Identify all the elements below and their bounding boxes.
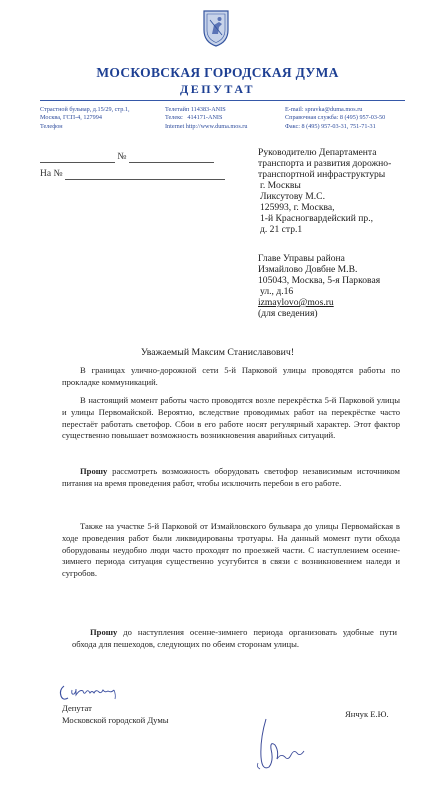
org-name: МОСКОВСКАЯ ГОРОДСКАЯ ДУМА [96, 65, 339, 80]
signatory-title-1: Депутат [62, 703, 92, 713]
paragraph-1: В границах улично-дорожной сети 5-й Парковой улицы проводятся работы по прокладке коммуникаций. [62, 365, 400, 387]
signatory-name: Янчук Е.Ю. [345, 709, 389, 719]
ref-on-row [40, 169, 225, 180]
addressee-line: ул., д.16 [260, 286, 294, 297]
contact-address: Страстной бульвар, д.15/29, стр.1, Москва, ГСП-4, 127994 Телефон [40, 106, 130, 130]
signatory-title-2: Московской городской Думы [62, 715, 169, 725]
ref-number-blank-2 [129, 152, 214, 163]
header-divider [40, 100, 405, 101]
addressee-line: 125993, г. Москва, [260, 202, 335, 213]
addressee-line: Ликсутову М.С. [260, 191, 325, 202]
ref-number-blank [40, 152, 115, 163]
paragraph-3 [62, 466, 400, 490]
addressee-line: транспорта и развития дорожно- [258, 158, 392, 169]
ref-number-label: № [117, 152, 127, 162]
addressee-line: Измайлово Довбне М.В. [258, 264, 358, 275]
handwritten-greeting [58, 681, 120, 705]
paragraph-4: Также на участке 5-й Парковой от Измайловского бульвара до улицы Первомайская в ходе проведения работ были ликвидированы тротуары. На данный момент пути обхода оборудованы неудобно люди часто проходят по проезжей части. С наступлением осенне-зимнего периода ситуация существенно усугубится в связи с возникновением наледи и сугробов. [62, 521, 400, 579]
ref-on-label: На № [40, 169, 63, 179]
contact-email: E-mail: spravka@duma.mos.ru Справочная служба: 8 (495) 957-03-50 Факс: 8 (495) 957-03-31, 751-71-31 [285, 106, 386, 130]
addressee-district-head [258, 253, 380, 319]
request-word: Прошу [90, 627, 118, 637]
ref-number-row [40, 152, 214, 163]
paragraph-2: В настоящий момент работы часто проводятся возле перекрёстка 5-й Парковой улицы и улицы Первомайской. Вероятно, вследствие проводимых работ на перекрёстке часто перестаёт работать светофор. Сбои в его работе носят регулярный характер. Этот фактор существенно повышает возможность возникновения аварийных ситуаций. [62, 395, 400, 441]
addressee-line: 1-й Красногвардейский пр., [260, 213, 374, 224]
contact-phone: Телетайп 114383-ANIS Телекс 414171-ANIS Internet http://www.duma.mos.ru [165, 106, 248, 130]
paragraph-5 [72, 627, 397, 651]
salutation: Уважаемый Максим Станиславович! [140, 347, 295, 358]
paragraph-5-text: до наступления осенне-зимнего периода организовать удобные пути обхода для пешеходов, следующих по обеим сторонам улицы. [72, 627, 397, 649]
addressee-department [258, 147, 391, 235]
addressee-email-link[interactable]: izmaylovo@mos.ru [258, 297, 334, 308]
deputy-rank: ДЕПУТАТ [180, 82, 255, 96]
addressee-line: 105043, Москва, 5-я Парковая [258, 275, 381, 286]
handwritten-signature [250, 715, 310, 775]
addressee-line: г. Москвы [260, 180, 301, 191]
moscow-coat-of-arms-icon [201, 8, 231, 48]
addressee-note: (для сведения) [258, 308, 318, 319]
request-word: Прошу [80, 466, 108, 476]
addressee-line: Руководителю Департамента [258, 147, 377, 158]
ref-on-blank [65, 169, 225, 180]
addressee-line: Главе Управы района [258, 253, 345, 264]
addressee-line: д. 21 стр.1 [260, 224, 303, 235]
paragraph-3-text: рассмотреть возможность оборудовать светофор независимым источником питания на время проведения работ, чтобы исключить перебои в его работе. [62, 466, 400, 488]
addressee-line: транспортной инфраструктуры [258, 169, 386, 180]
